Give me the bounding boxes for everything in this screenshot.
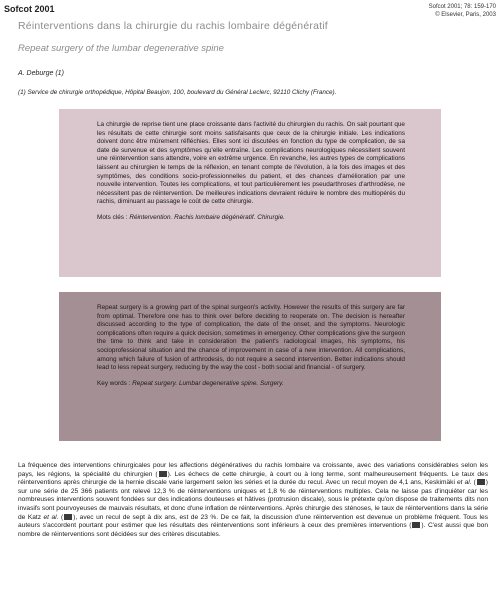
abstract-french-text: La chirurgie de reprise tient une place croissante dans l'activité du chirurgien du rachis. On sait pourtant que les résultats de cette chirurgie sont moins satisfaisants que ceux de la chirurgie initiale. Les indications doivent donc être mûrement réfléchies. Elles sont ici discutées en fonction du type de complication, de sa date de survenue et des symptômes qu'elle entraîne. Les complications neurologiques nécessitent souvent une réintervention sans attendre, voire en extrême urgence. En revanche, les autres types de complications laissent au chirurgien le temps de la réflexion, en tenant compte de l'évolution, à la fois des images et des symptômes, des conditions socio-professionnelles du patient, et des chances d'amélioration par une nouvelle intervention. Toutes les complications, et tout particulièrement les pseudarthroses d'arthrodèse, ne nécessitent pas de réintervention. De meilleures indications devraient réduire le nombre des multiopérés du rachis, diminuant au passage le coût de cette chirurgie.: [97, 121, 405, 206]
body-paragraph: [18, 462, 488, 539]
keywords-french: [97, 214, 405, 223]
keywords-english-label: Key words :: [97, 379, 133, 387]
reference-link-icon[interactable]: [64, 514, 72, 520]
body-text-part: ), avec un recul de sept à dix ans, est de 23 %. De ce fait, la discussion d'une réintervention est devenue un problème fréquent. Tous les auteurs s'accordent pourtant pour estimer que les résultats des réinterventions sont inférieurs à ceux des premières interventions (: [18, 513, 488, 530]
body-text-part: ). Les échecs de cette chirurgie, à court ou à long terme, sont malheureusement fréquents. Le taux des réinterventions après chirurgie de la hernie discale varie largement selon les séries et la durée du recul. Avec un recul moyen de 4,1 ans, Keskimäki: [18, 470, 489, 487]
article-subtitle: Repeat surgery of the lumbar degenerative spine: [18, 43, 224, 54]
journal-citation: Sofcot 2001; 78: 159-170: [428, 4, 496, 10]
body-text-part: ) sur une série de 25 366 patients ont relevé 12,3 % de réinterventions uniques et 1,8 % de réinterventions multiples. Cela ne laisse pas d'inquiéter car les nombreuses interventions souvent fondées sur des indications douteuses et hâtives (protrusion discale), sous le prétexte qu'on dispose de traitements dits non invasifs sont pourvoyeuses de mauvais résultats, et donc d'une inflation de réinterventions. Après chirurgie des sténoses, le taux de réinterventions dans la série de Katz: [18, 479, 488, 521]
keywords-french-items: Réintervention. Rachis lombaire dégénératif. Chirurgie.: [129, 213, 285, 221]
body-text-italic: et al.: [43, 513, 59, 521]
article-title: Réinterventions dans la chirurgie du rachis lombaire dégénératif: [18, 20, 328, 32]
body-text-part: (: [471, 479, 476, 487]
reference-link-icon[interactable]: [412, 522, 420, 528]
journal-citation-block: [429, 3, 496, 19]
body-text-part: La fréquence des interventions chirurgicales pour les affections dégénératives du rachis lombaire va croissante, avec des variations considérables selon les pays, les régions, la spécialité du chirurgien (: [18, 462, 488, 478]
abstract-english: [59, 292, 441, 441]
body-text-italic: et al.: [457, 479, 472, 487]
abstract-french: [59, 109, 441, 277]
copyright-notice: © Elsevier, Paris, 2003: [435, 12, 496, 18]
reference-link-icon[interactable]: [477, 479, 485, 485]
abstract-english-text: Repeat surgery is a growing part of the spinal surgeon's activity. However the results of this surgery are far from optimal. Therefore one has to think over before deciding to reoperate on. The decision is hereafter discussed according to the type of complication, the date of the onset, and the symptoms. Neurologic complications often require a quick decision, sometimes in emergency. Other complications give the surgeon the time to think and take in consideration the patient's radiological images, his symptoms, his socioprofessional situation and the chance of improvement in case of a new intervention. All complications, among which failure of fusion of arthrodesis, do not require a second intervention. Better indications should lead to less repeat surgery, reducing by the way the cost - both social and financial - of surgery.: [97, 304, 405, 372]
body-text-part: ). C'est aussi que bon nombre de réinterventions sont décidées sur des critères discutables.: [18, 522, 488, 538]
keywords-english-items: Repeat surgery. Lumbar degenerative spine. Surgery.: [132, 379, 284, 387]
author-affiliation: (1) Service de chirurgie orthopédique, Hôpital Beaujon, 100, boulevard du Général Leclerc, 92110 Clichy (France).: [18, 89, 337, 96]
reference-link-icon[interactable]: [159, 471, 167, 477]
journal-name: Sofcot 2001: [4, 4, 55, 14]
keywords-french-label: Mots clés :: [97, 213, 130, 221]
keywords-english: [97, 380, 405, 389]
article-author: A. Deburge (1): [18, 70, 64, 77]
body-text-part: (: [58, 513, 64, 521]
